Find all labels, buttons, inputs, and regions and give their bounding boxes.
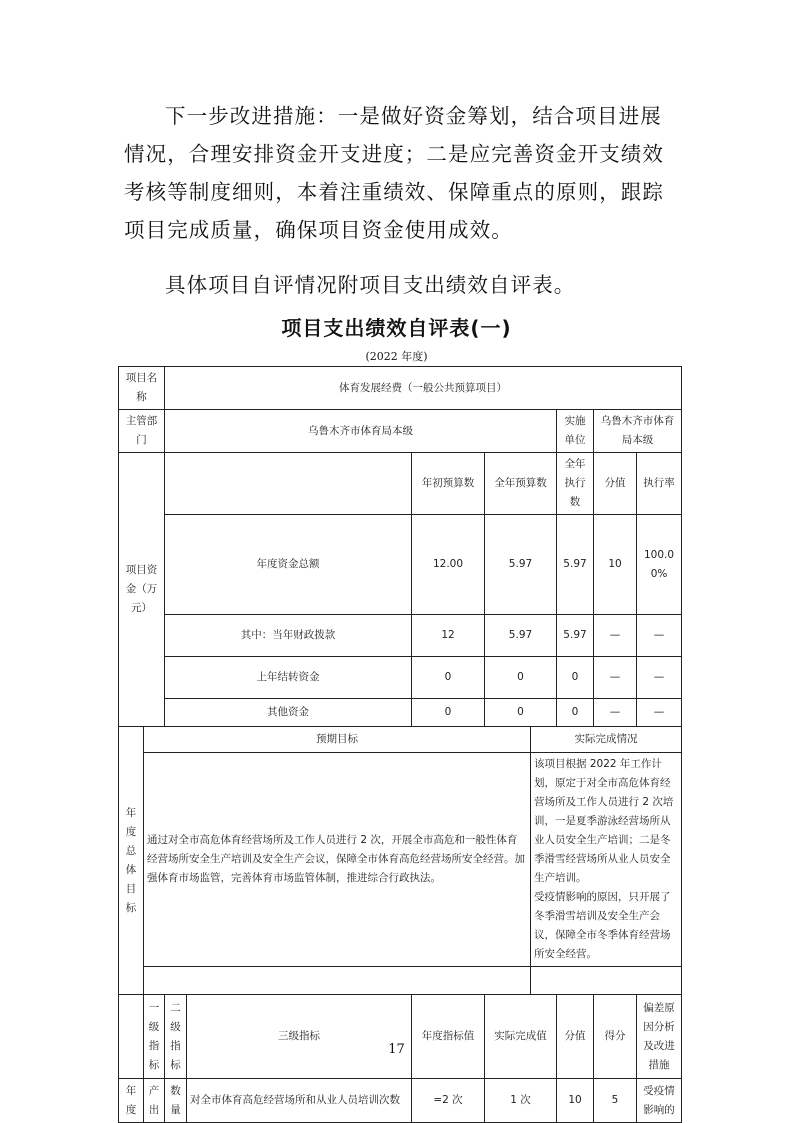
funds-row-rate: — bbox=[637, 657, 682, 699]
level2-indicator: 数量 bbox=[165, 1079, 187, 1123]
actual-completion-text-part1: 该项目根据 2022 年工作计划，原定于对全市高危体育经营场所及工作人员进行 2 次培训，一是夏季游泳经营场所从业人员安全生产培训；二是冬季滑雪经营场所从业人员安全生产培训。 bbox=[534, 758, 674, 884]
goals-content-row bbox=[119, 753, 682, 967]
level3-indicator: 对全市体育高危经营场所和从业人员培训次数 bbox=[187, 1079, 412, 1123]
funds-row-score-value: — bbox=[594, 699, 637, 727]
department-value: 乌鲁木齐市体育局本级 bbox=[165, 410, 557, 453]
funds-row-initial: 12.00 bbox=[412, 515, 485, 615]
actual-completion-header: 实际完成情况 bbox=[531, 727, 682, 753]
annual-indicator-value: =2 次 bbox=[412, 1079, 485, 1123]
goals-header-row bbox=[119, 727, 682, 753]
funds-row-initial: 0 bbox=[412, 657, 485, 699]
funds-row-initial: 12 bbox=[412, 615, 485, 657]
indicator-score-header: 得分 bbox=[594, 995, 637, 1079]
goals-spacer-row bbox=[119, 967, 682, 995]
project-name-row bbox=[119, 367, 682, 410]
funds-row bbox=[119, 615, 682, 657]
attachment-note-paragraph: 具体项目自评情况附项目支出绩效自评表。 bbox=[165, 273, 576, 297]
table-title: 项目支出绩效自评表(一) bbox=[281, 316, 512, 340]
funds-header-row bbox=[119, 453, 682, 515]
funds-row-executed: 5.97 bbox=[557, 515, 594, 615]
funds-row bbox=[119, 515, 682, 615]
funds-row-full: 5.97 bbox=[485, 515, 557, 615]
project-name-label: 项目名称 bbox=[119, 367, 165, 410]
actual-completion-text bbox=[531, 753, 682, 967]
project-name-value: 体育发展经费（一般公共预算项目） bbox=[165, 367, 682, 410]
implementing-unit-value: 乌鲁木齐市体育局本级 bbox=[594, 410, 682, 453]
actual-completion-text-part2: 受疫情影响的原因，只开展了冬季滑雪培训及安全生产会议，保障全市冬季体育经营场所安全经营。 bbox=[534, 891, 671, 960]
level2-indicator-header: 二级指标 bbox=[165, 995, 187, 1079]
deviation-analysis: 受疫情影响的 bbox=[637, 1079, 682, 1123]
indicator-header-blank bbox=[119, 995, 144, 1079]
indicator-header-row bbox=[119, 995, 682, 1079]
funds-header-blank bbox=[165, 453, 412, 515]
year-note: (2022 年度) bbox=[365, 350, 428, 363]
annual-goal-label: 年度总体目标 bbox=[119, 727, 144, 995]
performance-evaluation-table bbox=[118, 366, 682, 1123]
goals-spacer-right bbox=[531, 967, 682, 995]
funds-header-initial: 年初预算数 bbox=[412, 453, 485, 515]
funds-header-full: 全年预算数 bbox=[485, 453, 557, 515]
expected-goal-header: 预期目标 bbox=[144, 727, 531, 753]
funds-row-score-value: 10 bbox=[594, 515, 637, 615]
department-row bbox=[119, 410, 682, 453]
funds-row-rate: — bbox=[637, 699, 682, 727]
funds-header-executed: 全年执行数 bbox=[557, 453, 594, 515]
page-number: 17 bbox=[388, 1042, 405, 1057]
funds-row-executed: 5.97 bbox=[557, 615, 594, 657]
funds-row-initial: 0 bbox=[412, 699, 485, 727]
funds-row bbox=[119, 699, 682, 727]
department-label: 主管部门 bbox=[119, 410, 165, 453]
funds-row-rate: 100.00% bbox=[637, 515, 682, 615]
funds-row-score-value: — bbox=[594, 657, 637, 699]
funds-row-name: 上年结转资金 bbox=[165, 657, 412, 699]
funds-row-name: 年度资金总额 bbox=[165, 515, 412, 615]
level1-indicator: 产出 bbox=[144, 1079, 165, 1123]
funds-row-name: 其他资金 bbox=[165, 699, 412, 727]
improvement-paragraph: 下一步改进措施：一是做好资金筹划，结合项目进展情况，合理安排资金开支进度；二是应完善资金开支绩效考核等制度细则，本着注重绩效、保障重点的原则，跟踪项目完成质量，确保项目资金使用成效。 bbox=[124, 104, 664, 242]
funds-row-executed: 0 bbox=[557, 657, 594, 699]
indicator-category: 年度 bbox=[119, 1079, 144, 1123]
level1-indicator-header: 一级指标 bbox=[144, 995, 165, 1079]
funds-label: 项目资金（万元） bbox=[119, 453, 165, 727]
level3-indicator-header: 三级指标 bbox=[187, 995, 412, 1079]
funds-row-full: 5.97 bbox=[485, 615, 557, 657]
funds-row-score-value: — bbox=[594, 615, 637, 657]
actual-value-header: 实际完成值 bbox=[485, 995, 557, 1079]
funds-row-rate: — bbox=[637, 615, 682, 657]
actual-value: 1 次 bbox=[485, 1079, 557, 1123]
funds-row bbox=[119, 657, 682, 699]
indicator-score-value-header: 分值 bbox=[557, 995, 594, 1079]
expected-goal-text: 通过对全市高危体育经营场所及工作人员进行 2 次，开展全市高危和一般性体育经营场所安全生产培训及安全生产会议，保障全市体育高危经营场所安全经营。加强体育市场监管，完善体育市场监管体制，推进综合行政执法。 bbox=[144, 753, 531, 967]
indicator-score: 5 bbox=[594, 1079, 637, 1123]
funds-header-score-value: 分值 bbox=[594, 453, 637, 515]
goals-spacer-left bbox=[144, 967, 531, 995]
funds-row-executed: 0 bbox=[557, 699, 594, 727]
funds-row-full: 0 bbox=[485, 657, 557, 699]
funds-row-name: 其中：当年财政拨款 bbox=[165, 615, 412, 657]
deviation-analysis-header: 偏差原因分析及改进措施 bbox=[637, 995, 682, 1079]
funds-header-rate: 执行率 bbox=[637, 453, 682, 515]
annual-indicator-value-header: 年度指标值 bbox=[412, 995, 485, 1079]
indicator-row bbox=[119, 1079, 682, 1123]
funds-row-full: 0 bbox=[485, 699, 557, 727]
implementing-unit-label: 实施单位 bbox=[557, 410, 594, 453]
indicator-score-value: 10 bbox=[557, 1079, 594, 1123]
